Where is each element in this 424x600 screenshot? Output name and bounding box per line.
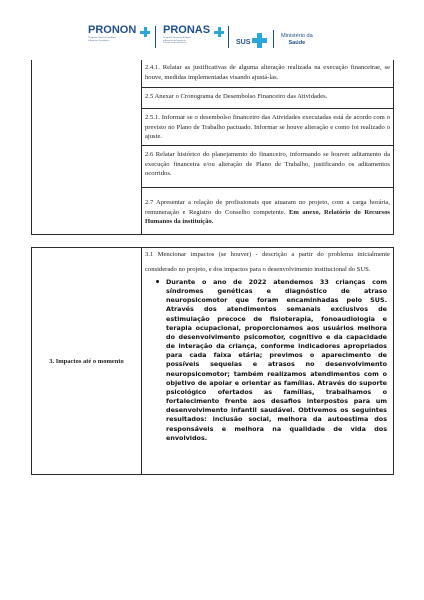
impacts-label: 3. Impactos até o momento [49,357,124,365]
pronas-cross-icon [214,27,224,37]
table-row [32,60,394,88]
financial-report-table [31,60,394,235]
logo-divider [155,26,156,48]
logo-divider [273,30,274,48]
table-cell [142,109,394,146]
cross-bar [144,27,147,37]
row-text: 2.5 Anexar o Cronograma de Desembolso Financeiro das Atividades. [145,93,328,100]
row-text: 2.5.1. Informar se o desembolso financeiro das Atividades executadas está de acordo com o previsto no Plano de Trabalho pactuado. Informar se houve alteração e como foi realizado o ajuste. [145,114,390,141]
bullet-icon [156,280,159,283]
pronas-logo [163,25,210,45]
table-row [32,248,394,475]
logo-divider [228,26,229,48]
pronas-subtitle: Programa Nacional de Apoio à Atenção da Saúde da Pessoa com Deficiência [163,37,191,45]
row-text: 2.6 Relatar histórico do planejamento do financeiro, informando se houver aditamento da execução financeira e/ou alteração de Plano de Trabalho, justificando os aditamentos ocorridos. [145,151,390,178]
sus-cross-icon [252,33,267,48]
sus-name: SUS [236,39,251,46]
row-text-bold: Em anexo, Relatório do Recursos Humanos da instituição. [145,208,390,226]
impacts-question: 3.1 Mencionar impactos (se houver) - descrição a partir do problema inicialmente considerado no projeto, e dos impactos para o desenvolvimento institucional do SUS. [145,251,390,273]
row-text-regular: 2.7 Apresentar a relação de profissionais que atuaram no projeto, com a carga horária, remuneração e Registro do Conselho competente. [145,199,390,216]
table-cell [142,88,394,109]
impacts-table [31,247,394,475]
cross-bar [257,33,262,48]
ministry-label: Ministério da Saúde [281,33,313,46]
label-cell [32,60,142,235]
impacts-answer: Durante o ano de 2022 atendemos 33 crianças com síndromes genéticas e diagnóstico de atraso neuropsicomotor que foram encaminhadas pelo SUS. Através dos atendimentos semanais exclusivos de estimulação precoce de fisioterapia, fonoaudiologia e terapia ocupacional, proporcionamos aos usuários melhora do desenvolvimento psicomotor, cognitivo e da capacidade de interação da criança, conforme indicadores apropriados para cada faixa etária; previmos o aparecimento de possíveis sequelas e atrasos no desenvolvimento neuropsicomotor; também realizamos atendimentos com o objetivo de apoiar e orientar as famílias. Através do suporte psicológico ofertados as famílias, trabalhamos o fortalecimento frente aos desafios interpostos para um desenvolvimento infantil saudável. Obtivemos os seguintes resultados: inclusão social, melhora da autoestima dos responsáveis e melhora na qualidade de vida dos envolvidos. [166,278,387,442]
row-text: 2.4.1. Relatar as justificativas de alguma alteração realizada na execução financeirae, se houve, medidas implementadas visando ajustá-las. [145,64,390,81]
table-cell [142,188,394,235]
impacts-answer-item [142,277,393,445]
cross-bar [218,27,221,37]
header-logos [0,24,424,64]
pronon-cross-icon [140,27,150,37]
table-cell [142,146,394,188]
pronon-subtitle: Programa Nacional de Apoio à Atenção Oncológica [88,37,116,42]
pronas-name: PRONAS [163,24,211,36]
impacts-label-cell [32,248,142,475]
table-cell [142,60,394,88]
row-text [142,188,393,229]
impacts-content-cell [142,248,394,475]
pronon-logo [88,25,136,42]
pronon-name: PRONON [88,24,137,36]
